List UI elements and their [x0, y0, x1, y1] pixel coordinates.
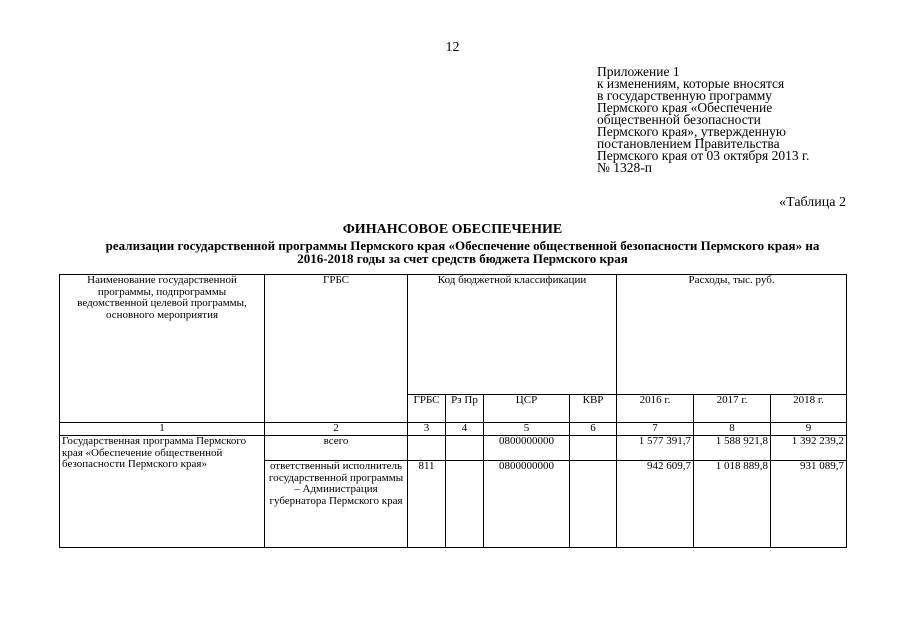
code-rzpr [446, 436, 484, 461]
column-number: 2 [265, 423, 408, 436]
appendix-note [597, 66, 837, 174]
amount-2016: 942 609,7 [617, 461, 694, 548]
appendix-line: № 1328-п [597, 160, 652, 175]
column-number: 3 [408, 423, 446, 436]
amount-2018: 1 392 239,2 [771, 436, 847, 461]
appendix-line: Приложение 1 [597, 64, 680, 79]
header-grbs: ГРБС [265, 275, 408, 423]
code-grbs: 811 [408, 461, 446, 548]
grbs-label: всего [265, 436, 408, 461]
code-grbs [408, 436, 446, 461]
appendix-line: постановлением Правительства [597, 136, 780, 151]
header-code-kvr: КВР [570, 395, 617, 423]
document-subtitle: реализации государственной программы Пермского края «Обеспечение общественной безопасности Пермского края» на 2016-2018 годы за счет средств бюджета Пермского края [105, 238, 820, 266]
page-number: 12 [445, 40, 460, 55]
column-number: 5 [484, 423, 570, 436]
column-number: 8 [694, 423, 771, 436]
header-name: Наименование государственной программы, подпрограммы ведомственной целевой программы, основного мероприятия [60, 275, 265, 423]
appendix-line: Пермского края «Обеспечение [597, 100, 773, 115]
appendix-line: к изменениям, которые вносятся [597, 76, 785, 91]
amount-2017: 1 018 889,8 [694, 461, 771, 548]
header-code-grbs: ГРБС [408, 395, 446, 423]
header-year-2017: 2017 г. [694, 395, 771, 423]
amount-2017: 1 588 921,8 [694, 436, 771, 461]
header-year-2018: 2018 г. [771, 395, 847, 423]
header-expenses: Расходы, тыс. руб. [617, 275, 847, 395]
code-rzpr [446, 461, 484, 548]
column-number: 7 [617, 423, 694, 436]
appendix-line: в государственную программу [597, 88, 773, 103]
code-csr: 0800000000 [484, 436, 570, 461]
financing-table [59, 274, 847, 548]
code-kvr [570, 461, 617, 548]
amount-2018: 931 089,7 [771, 461, 847, 548]
document-title: ФИНАНСОВОЕ ОБЕСПЕЧЕНИЕ [342, 222, 563, 237]
table-label: «Таблица 2 [779, 195, 846, 210]
appendix-line: Пермского края от 03 октября 2013 г. [597, 148, 810, 163]
column-number: 1 [60, 423, 265, 436]
header-code-rzpr: Рз Пр [446, 395, 484, 423]
column-number-row [60, 423, 847, 436]
appendix-line: общественной безопасности [597, 112, 761, 127]
code-kvr [570, 436, 617, 461]
code-csr: 0800000000 [484, 461, 570, 548]
column-number: 4 [446, 423, 484, 436]
header-row-main [60, 275, 847, 395]
program-name: Государственная программа Пермского края «Обеспечение общественной безопасности Пермского края» [60, 436, 265, 548]
header-code-csr: ЦСР [484, 395, 570, 423]
header-year-2016: 2016 г. [617, 395, 694, 423]
column-number: 9 [771, 423, 847, 436]
header-budget-code: Код бюджетной классификации [408, 275, 617, 395]
table-row [60, 436, 847, 461]
amount-2016: 1 577 391,7 [617, 436, 694, 461]
appendix-line: Пермского края», утвержденную [597, 124, 786, 139]
column-number: 6 [570, 423, 617, 436]
grbs-label: ответственный исполнитель государственной программы – Администрация губернатора Пермского края [265, 461, 408, 548]
